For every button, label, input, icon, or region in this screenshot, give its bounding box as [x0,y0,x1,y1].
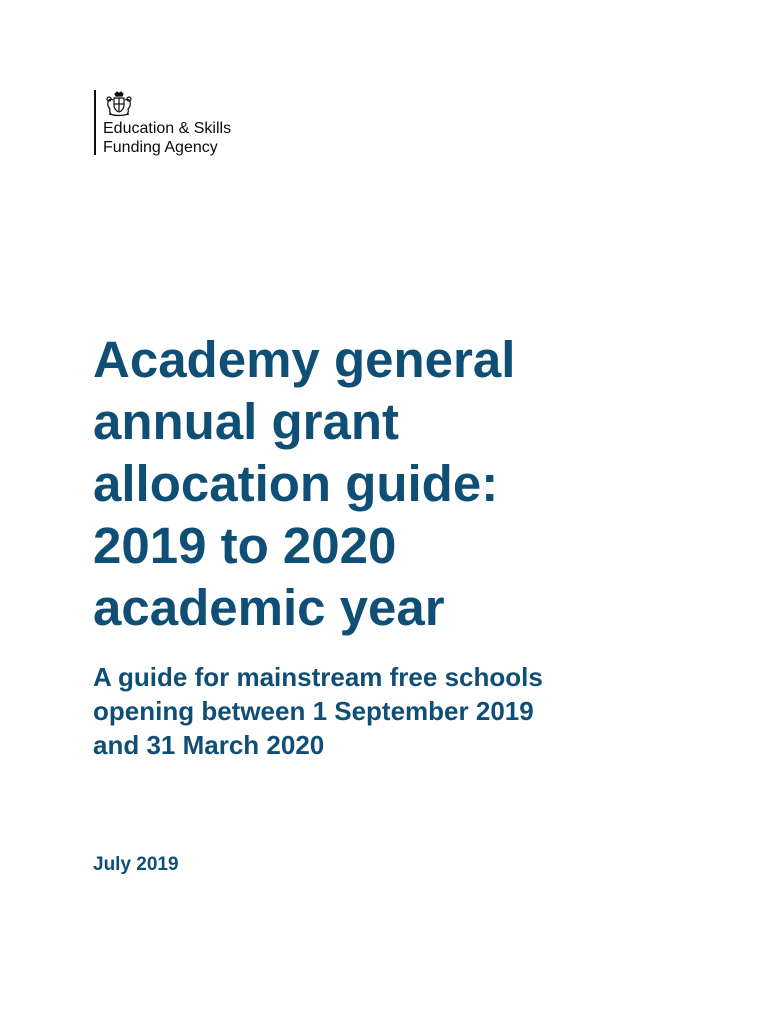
title-line-5: academic year [93,579,445,636]
publication-date: July 2019 [93,854,179,875]
title-line-2: annual grant [93,393,400,450]
subtitle-line-1: A guide for mainstream free schools [93,662,543,692]
subtitle-line-3: and 31 March 2020 [93,730,325,760]
logo-line-1: Education & Skills [103,120,232,137]
document-subtitle [93,660,733,762]
agency-logo [94,90,231,157]
title-line-1: Academy general [93,331,516,388]
logo-rule [94,90,96,155]
title-line-4: 2019 to 2020 [93,517,397,574]
logo-body [103,90,231,157]
royal-coat-of-arms-icon [103,90,135,117]
title-line-3: allocation guide: [93,455,499,512]
subtitle-line-2: opening between 1 September 2019 [93,696,534,726]
document-title [93,329,733,639]
logo-line-2: Funding Agency [103,139,218,156]
